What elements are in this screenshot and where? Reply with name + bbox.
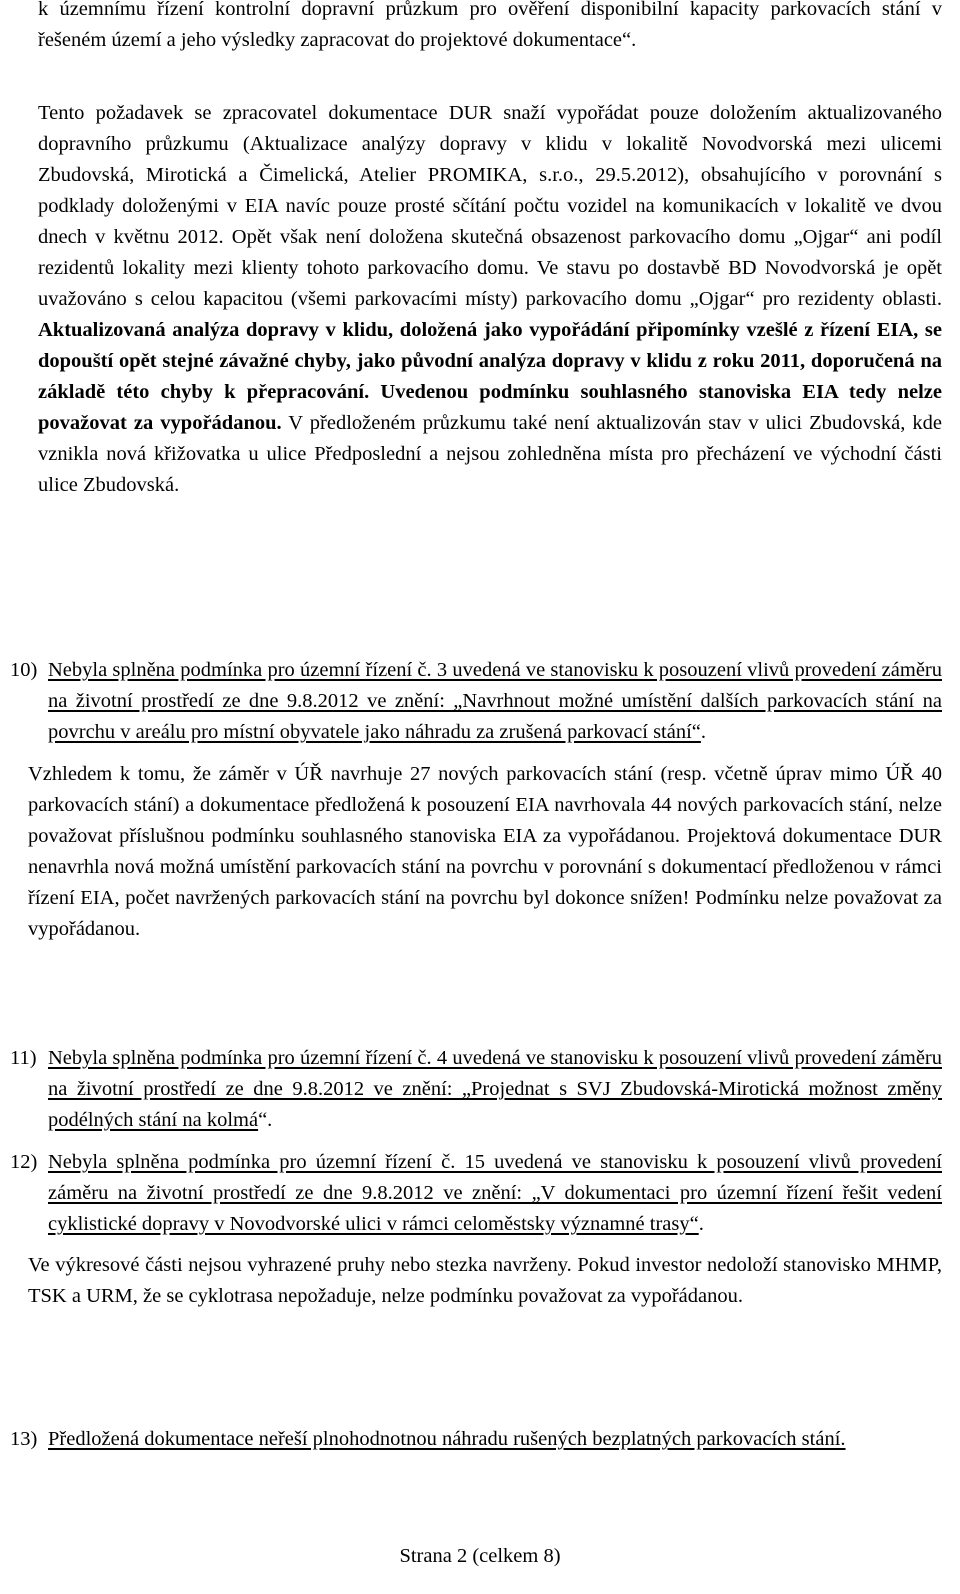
item-underlined-text: Nebyla splněna podmínka pro územní řízení č. 15 uvedená ve stanovisku k posouzení vlivů provedení záměru na životní prostředí ze dne 9.8.2012 ve znění: „V dokumentaci pro územní řízení řešit vedení cyklistické dopravy v Novodvorské ulici v rámci celoměstsky významné trasy“ xyxy=(48,1151,942,1235)
item-10 xyxy=(10,655,942,945)
item-number: 10) xyxy=(10,659,38,681)
item-tail: “. xyxy=(258,1109,273,1131)
item-11 xyxy=(10,1043,942,1136)
item-underlined-text: Nebyla splněna podmínka pro územní řízení č. 4 uvedená ve stanovisku k posouzení vlivů provedení záměru na životní prostředí ze dne 9.8.2012 ve znění: „Projednat s SVJ Zbudovská-Mirotická možnost změny podélných stání na kolmá xyxy=(48,1047,942,1131)
item-12-heading xyxy=(10,1147,942,1240)
paragraph-durs-survey xyxy=(38,98,942,501)
item-11-heading xyxy=(10,1043,942,1136)
item-underlined-text: Předložená dokumentace neřeší plnohodnotnou náhradu rušených bezplatných parkovacích stání. xyxy=(48,1428,846,1450)
intro-text: k územnímu řízení kontrolní dopravní průzkum pro ověření disponibilní kapacity parkovacích stání v řešeném území a jeho výsledky zapracovat do projektové dokumentace“. xyxy=(38,0,942,51)
item-number: 11) xyxy=(10,1047,37,1069)
page-footer: Strana 2 (celkem 8) xyxy=(399,1545,561,1567)
item-tail: . xyxy=(700,721,707,743)
item-text xyxy=(48,655,942,748)
item-12-comment: Ve výkresové části nejsou vyhrazené pruhy nebo stezka navrženy. Pokud investor nedoloží stanovisko MHMP, TSK a URM, že se cyklotrasa nepožaduje, nelze podmínku považovat za vypořádanou. xyxy=(28,1254,942,1307)
item-tail: . xyxy=(698,1213,704,1235)
paragraph-text-tail: V předloženém průzkumu také není aktualizován stav v ulici Zbudovská, kde vznikla nová křižovatka u ulice Předposlední a nejsou zohledněna místa pro přecházení ve východní části ulice Zbudovská. xyxy=(38,412,942,496)
item-text xyxy=(48,1043,942,1136)
item-12 xyxy=(10,1147,942,1312)
item-13 xyxy=(10,1424,942,1455)
item-10-comment: Vzhledem k tomu, že záměr v ÚŘ navrhuje 27 nových parkovacích stání (resp. včetně úprav mimo ÚŘ 40 parkovacích stání) a dokumentace předložená k posouzení EIA navrhovala 44 nových parkovacích stání, nelze považovat příslušnou podmínku souhlasného stanoviska EIA za vypořádanou. Projektová dokumentace DUR nenavrhla nová možná umístění parkovacích stání na povrchu v porovnání s dokumentací předloženou v rámci řízení EIA, počet navržených parkovacích stání na povrchu byl dokonce snížen! Podmínku nelze považovat za vypořádanou. xyxy=(28,763,942,940)
paragraph-bold-conclusion: Aktualizovaná analýza dopravy v klidu, doložená jako vypořádání připomínky vzešlé z řízení EIA, se dopouští opět stejné závažné chyby, jako původní analýza dopravy v klidu z roku 2011, doporučená na základě této chyby k přepracování. Uvedenou podmínku souhlasného stanoviska EIA tedy nelze považovat za vypořádanou. xyxy=(38,319,942,434)
item-text xyxy=(48,1424,942,1455)
item-number: 12) xyxy=(10,1151,38,1173)
paragraph-text: Tento požadavek se zpracovatel dokumentace DUR snaží vypořádat pouze doložením aktualizovaného dopravního průzkumu (Aktualizace analýzy dopravy v klidu v lokalitě Novodvorská mezi ulicemi Zbudovská, Mirotická a Čimelická, Atelier PROMIKA, s.r.o., 29.5.2012), obsahujícího v porovnání s podklady doloženými v EIA navíc pouze prosté sčítání počtu vozidel na komunikacích v lokalitě ve dvou dnech v květnu 2012. Opět však není doložena skutečná obsazenost parkovacího domu „Ojgar“ ani podíl rezidentů lokality mezi klienty tohoto parkovacího domu. Ve stavu po dostavbě BD Novodvorská je opět uvažováno s celou kapacitou (všemi parkovacími místy) parkovacího domu „Ojgar“ pro rezidenty oblasti. xyxy=(38,102,942,310)
item-underlined-text: Nebyla splněna podmínka pro územní řízení č. 3 uvedená ve stanovisku k posouzení vlivů provedení záměru na životní prostředí ze dne 9.8.2012 ve znění: „Navrhnout možné umístění dalších parkovacích stání na povrchu v areálu pro místní obyvatele jako náhradu za zrušená parkovací stání“ xyxy=(48,659,942,743)
intro-paragraph xyxy=(38,0,942,56)
item-number: 13) xyxy=(10,1428,38,1450)
item-13-heading xyxy=(10,1424,942,1455)
item-10-heading xyxy=(10,655,942,748)
item-text xyxy=(48,1147,942,1240)
